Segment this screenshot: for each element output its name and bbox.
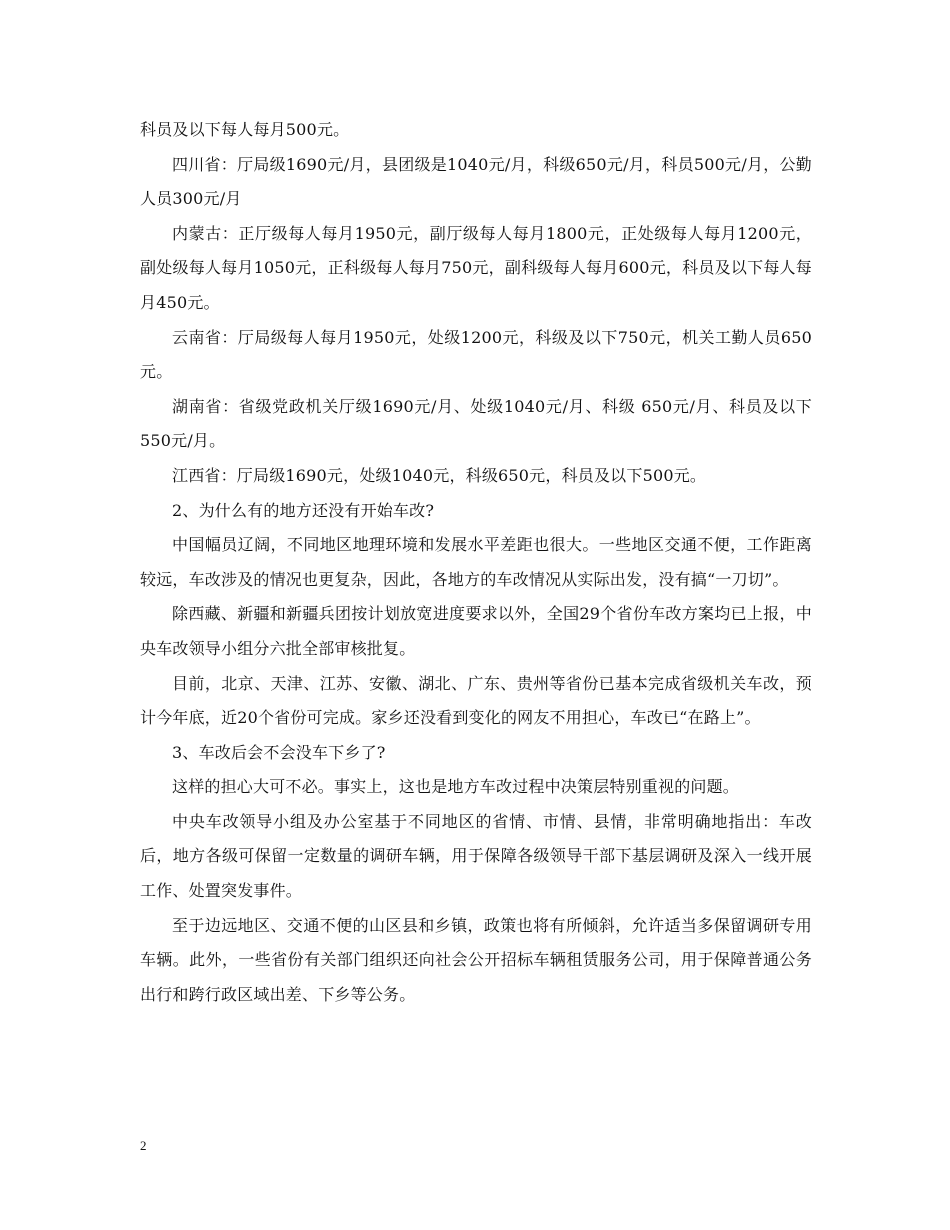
paragraph-sichuan: 四川省：厅局级1690元/月，县团级是1040元/月，科级650元/月，科员500元/月，公勤人员300元/月 bbox=[140, 154, 812, 209]
paragraph-inner-mongolia: 内蒙古：正厅级每人每月1950元，副厅级每人每月1800元，正处级每人每月1200元，副处级每人每月1050元，正科级每人每月750元，副科级每人每月600元，科员及以下每人每月450元。 bbox=[140, 223, 812, 312]
paragraph-hunan: 湖南省：省级党政机关厅级1690元/月、处级1040元/月、科级 650元/月、科员及以下550元/月。 bbox=[140, 396, 812, 451]
paragraph-jiangxi: 江西省：厅局级1690元，处级1040元，科级650元，科员及以下500元。 bbox=[172, 465, 707, 485]
paragraph-regional-difference: 中国幅员辽阔，不同地区地理环境和发展水平差距也很大。一些地区交通不便，工作距离较远，车改涉及的情况也更复杂，因此，各地方的车改情况从实际出发，没有搞“一刀切”。 bbox=[140, 535, 812, 589]
paragraph-remote-areas: 至于边远地区、交通不便的山区县和乡镇，政策也将有所倾斜，允许适当多保留调研专用车辆。此外，一些省份有关部门组织还向社会公开招标车辆租赁服务公司，用于保障普通公务出行和跨行政区域出差、下乡等公务。 bbox=[140, 915, 812, 1004]
section-heading-2: 2、为什么有的地方还没有开始车改? bbox=[172, 500, 435, 520]
paragraph-progress: 目前，北京、天津、江苏、安徽、湖北、广东、贵州等省份已基本完成省级机关车改，预计今年底，近20个省份可完成。家乡还没看到变化的网友不用担心，车改已“在路上”。 bbox=[140, 673, 812, 728]
paragraph-yunnan: 云南省：厅局级每人每月1950元，处级1200元，科级及以下750元，机关工勤人员650元。 bbox=[140, 327, 812, 382]
paragraph-concern: 这样的担心大可不必。事实上，这也是地方车改过程中决策层特别重视的问题。 bbox=[172, 777, 740, 797]
document-body bbox=[140, 113, 812, 1012]
section-heading-3: 3、车改后会不会没车下乡了? bbox=[172, 742, 386, 762]
paragraph-provincial-plans: 除西藏、新疆和新疆兵团按计划放宽进度要求以外，全国29个省份车改方案均已上报，中央车改领导小组分六批全部审核批复。 bbox=[140, 604, 812, 658]
paragraph-research-vehicles: 中央车改领导小组及办公室基于不同地区的省情、市情、县情，非常明确地指出：车改后，地方各级可保留一定数量的调研车辆，用于保障各级领导干部下基层调研及深入一线开展工作、处置突发事件。 bbox=[140, 811, 812, 901]
paragraph-salary-continuation: 科员及以下每人每月500元。 bbox=[140, 120, 350, 139]
page-number: 2 bbox=[140, 1138, 147, 1153]
